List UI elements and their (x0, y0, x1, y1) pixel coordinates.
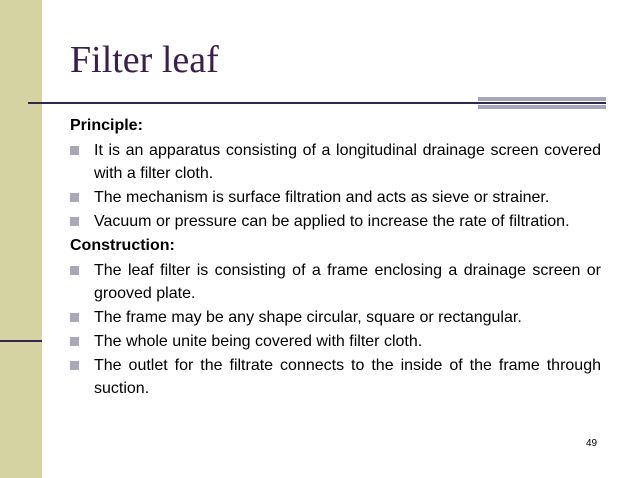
bullet-text: It is an apparatus consisting of a longitudinal drainage screen covered with a filter cloth. (94, 142, 601, 182)
bullet-text: Vacuum or pressure can be applied to increase the rate of filtration. (94, 213, 570, 230)
square-bullet-icon (70, 313, 79, 322)
square-bullet-icon (70, 217, 79, 226)
bullet-text: The outlet for the filtrate connects to the inside of the frame through suction. (94, 357, 601, 397)
list-item (70, 210, 601, 233)
list-item (70, 330, 601, 353)
bullet-text: The frame may be any shape circular, square or rectangular. (94, 309, 522, 326)
left-decorative-bar (0, 0, 42, 478)
list-item (70, 259, 601, 305)
square-bullet-icon (70, 361, 79, 370)
list-item (70, 139, 601, 185)
square-bullet-icon (70, 146, 79, 155)
slide-body (70, 115, 601, 401)
list-item (70, 306, 601, 329)
left-bar-divider (0, 340, 42, 342)
section-heading-principle: Principle: (70, 117, 143, 134)
principle-bullet-list (70, 139, 601, 233)
page-number: 49 (586, 438, 598, 449)
square-bullet-icon (70, 266, 79, 275)
title-accent-block (478, 97, 606, 109)
bullet-text: The whole unite being covered with filter cloth. (94, 333, 423, 350)
construction-bullet-list (70, 259, 601, 400)
bullet-text: The mechanism is surface filtration and acts as sieve or strainer. (94, 189, 550, 206)
section-heading-construction: Construction: (70, 237, 175, 254)
bullet-text: The leaf filter is consisting of a frame enclosing a drainage screen or grooved plate. (94, 262, 601, 302)
square-bullet-icon (70, 193, 79, 202)
slide-title: Filter leaf (70, 39, 219, 81)
list-item (70, 354, 601, 400)
square-bullet-icon (70, 337, 79, 346)
list-item (70, 186, 601, 209)
